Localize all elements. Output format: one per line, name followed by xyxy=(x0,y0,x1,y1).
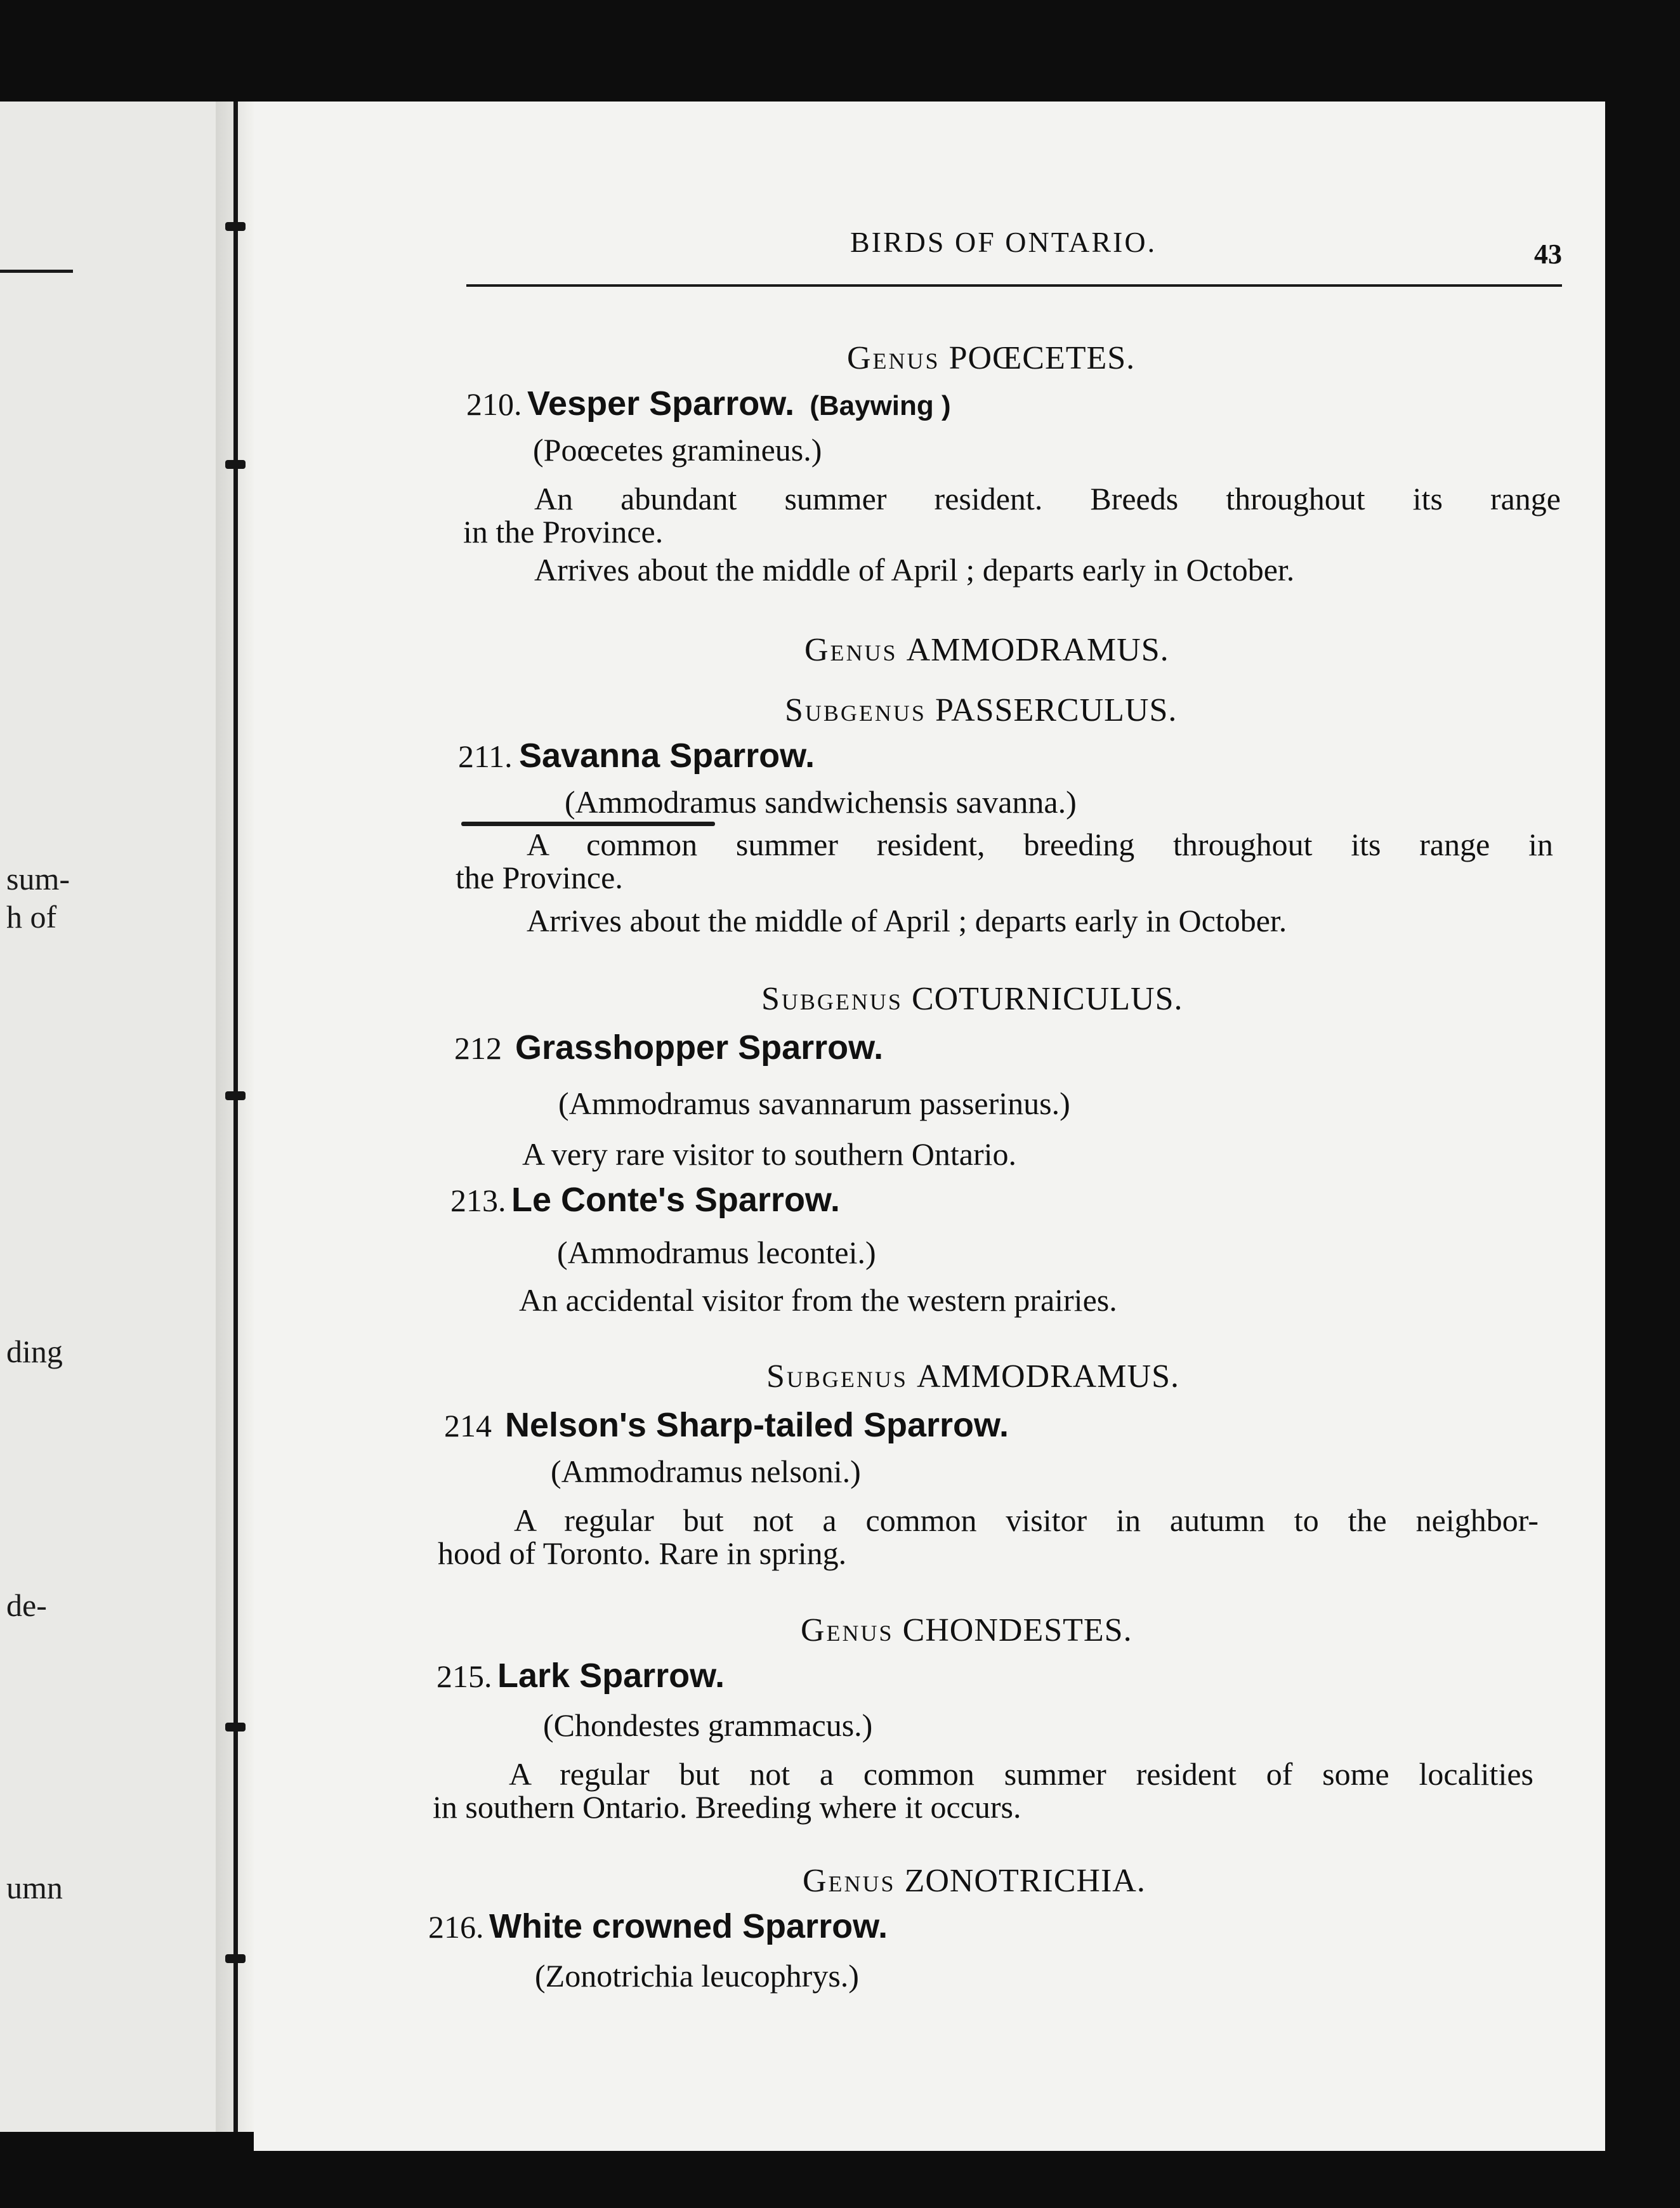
species-description xyxy=(433,1758,1533,1824)
genus-heading xyxy=(804,631,1169,669)
genus-heading xyxy=(803,1862,1146,1900)
scientific-name: (Ammodramus sandwichensis savanna.) xyxy=(565,784,1077,820)
page-number: 43 xyxy=(1534,239,1562,270)
binding-stitch xyxy=(225,460,246,469)
description-line: in the Province. xyxy=(463,514,664,549)
species-number: 211. xyxy=(458,739,513,774)
species-number: 214 xyxy=(444,1408,492,1443)
heading-rank: Genus xyxy=(803,1863,896,1899)
description-line: Arrives about the middle of April ; departs early in October. xyxy=(534,552,1295,588)
running-head: BIRDS OF ONTARIO. xyxy=(850,226,1157,258)
species-entry xyxy=(428,1907,888,1946)
species-name: Savanna Sparrow. xyxy=(519,737,815,775)
description-line: A regular but not a common visitor in autumn to the neighbor- xyxy=(514,1502,1539,1538)
species-alt-name: (Baywing ) xyxy=(810,390,951,421)
species-entry xyxy=(466,384,951,423)
ink-underline-mark xyxy=(461,822,715,826)
species-name: Lark Sparrow. xyxy=(497,1657,725,1695)
binding-stitch xyxy=(225,222,246,231)
heading-rank: Genus xyxy=(804,632,898,668)
species-entry xyxy=(436,1656,725,1695)
heading-rank: Subgenus xyxy=(766,1358,908,1395)
species-description xyxy=(438,1504,1539,1570)
description-line: An accidental visitor from the western prairies. xyxy=(519,1282,1117,1318)
species-entry xyxy=(458,736,815,775)
description-line: A common summer resident, breeding throughout its range in xyxy=(527,827,1553,862)
left-fragment: sum- xyxy=(6,861,70,897)
left-fragment: umn xyxy=(6,1870,63,1905)
species-name: Grasshopper Sparrow. xyxy=(515,1028,884,1067)
heading-name: PASSERCULUS. xyxy=(935,692,1178,728)
heading-rank: Genus xyxy=(801,1612,894,1648)
description-line: A regular but not a common summer resident of some localities xyxy=(509,1756,1533,1792)
heading-name: POŒCETES. xyxy=(948,340,1136,376)
description-line: the Province. xyxy=(456,860,623,895)
binding-stitch xyxy=(225,1723,246,1732)
heading-name: ZONOTRICHIA. xyxy=(904,1863,1146,1899)
heading-name: CHONDESTES. xyxy=(902,1612,1132,1648)
genus-heading xyxy=(847,339,1135,377)
heading-name: COTURNICULUS. xyxy=(911,981,1183,1017)
genus-heading xyxy=(801,1612,1132,1649)
species-number: 215. xyxy=(436,1659,492,1694)
species-name: Nelson's Sharp-tailed Sparrow. xyxy=(505,1406,1009,1444)
left-fragment: ding xyxy=(6,1334,63,1369)
subgenus-heading xyxy=(785,692,1177,729)
description-line: Arrives about the middle of April ; departs early in October. xyxy=(527,903,1287,938)
species-name: Le Conte's Sparrow. xyxy=(511,1181,840,1219)
scientific-name: (Zonotrichia leucophrys.) xyxy=(535,1958,859,1994)
binding-stitch xyxy=(225,1091,246,1100)
heading-rank: Subgenus xyxy=(785,692,926,728)
species-entry xyxy=(450,1180,840,1219)
left-fragment: de- xyxy=(6,1587,47,1623)
scientific-name: (Chondestes grammacus.) xyxy=(543,1707,873,1743)
species-number: 213. xyxy=(450,1183,506,1218)
species-number: 212 xyxy=(454,1030,502,1066)
binding-thread xyxy=(233,102,238,2132)
heading-rank: Subgenus xyxy=(761,981,903,1017)
left-page-rule xyxy=(0,270,73,273)
description-line: An abundant summer resident. Breeds throughout its range xyxy=(534,481,1561,516)
heading-name: AMMODRAMUS. xyxy=(916,1358,1180,1395)
species-entry xyxy=(444,1405,1009,1445)
species-entry xyxy=(454,1028,883,1067)
scientific-name: (Poœcetes gramineus.) xyxy=(533,432,822,468)
scientific-name: (Ammodramus savannarum passerinus.) xyxy=(558,1086,1070,1121)
scientific-name: (Ammodramus nelsoni.) xyxy=(551,1454,861,1489)
description-line: A very rare visitor to southern Ontario. xyxy=(522,1136,1016,1172)
species-name: White crowned Sparrow. xyxy=(489,1907,888,1945)
species-number: 210. xyxy=(466,386,522,422)
header-rule xyxy=(466,284,1562,287)
description-line: in southern Ontario. Breeding where it occurs. xyxy=(433,1789,1021,1825)
subgenus-heading xyxy=(766,1358,1179,1395)
subgenus-heading xyxy=(761,980,1183,1018)
heading-name: AMMODRAMUS. xyxy=(906,632,1169,668)
left-fragment: h of xyxy=(6,899,57,935)
species-description xyxy=(456,828,1553,937)
scientific-name: (Ammodramus lecontei.) xyxy=(557,1235,876,1270)
binding-stitch xyxy=(225,1954,246,1963)
heading-rank: Genus xyxy=(847,340,940,376)
species-description xyxy=(463,482,1561,586)
description-line: hood of Toronto. Rare in spring. xyxy=(438,1535,847,1571)
species-name: Vesper Sparrow. xyxy=(527,384,795,423)
species-number: 216. xyxy=(428,1909,484,1945)
